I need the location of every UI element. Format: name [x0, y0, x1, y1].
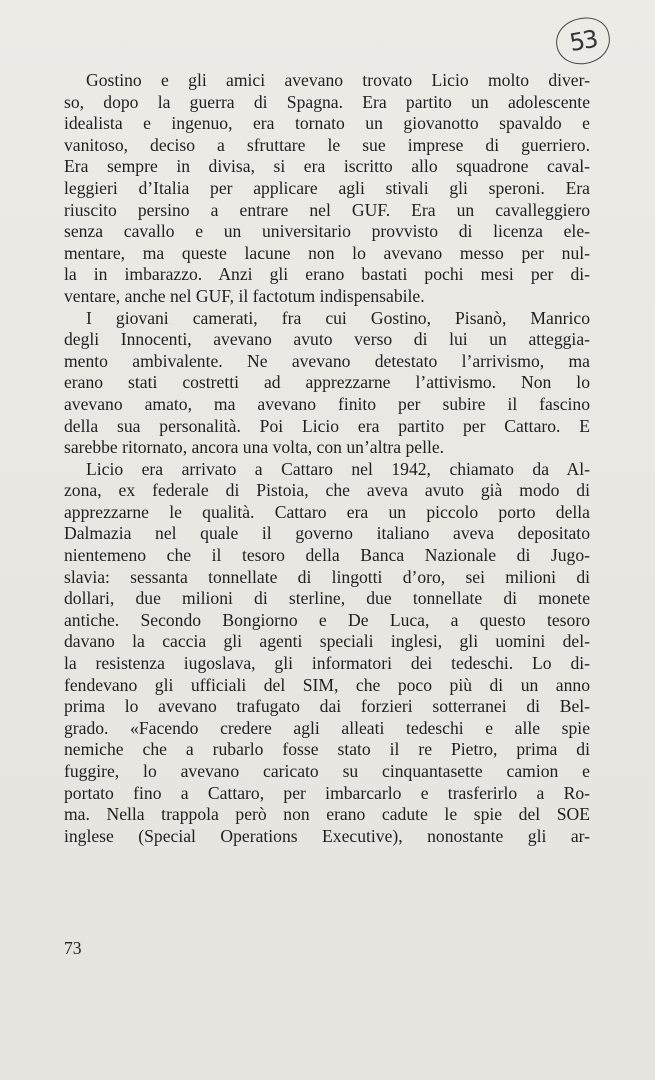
handwritten-page-note: 53 — [552, 14, 613, 69]
text-line: Dalmazia nel quale il governo italiano aveva depositato — [64, 523, 590, 544]
text-line: grado. «Facendo credere agli alleati tedeschi e alle spie — [64, 717, 590, 738]
text-line: fendevano gli ufficiali del SIM, che poco più di un anno — [64, 674, 590, 695]
text-line: degli Innocenti, avevano avuto verso di lui un atteggia- — [64, 329, 590, 350]
text-line: della sua personalità. Poi Licio era partito per Cattaro. E — [64, 415, 590, 436]
text-line: apprezzarne le qualità. Cattaro era un piccolo porto della — [64, 501, 590, 522]
text-line: mento ambivalente. Ne avevano detestato l’arrivismo, ma — [64, 350, 590, 371]
text-line: prima lo avevano trafugato dai forzieri sotterranei di Bel- — [64, 696, 590, 717]
text-line: idealista e ingenuo, era tornato un giovanotto spavaldo e — [64, 113, 590, 134]
text-line: ma. Nella trappola però non erano cadute le spie del SOE — [64, 804, 590, 825]
text-line: davano la caccia gli agenti speciali inglesi, gli uomini del- — [64, 631, 590, 652]
text-line: portato fino a Cattaro, per imbarcarlo e trasferirlo a Ro- — [64, 782, 590, 803]
text-line: antiche. Secondo Bongiorno e De Luca, a questo tesoro — [64, 609, 590, 630]
text-line: Gostino e gli amici avevano trovato Licio molto diver- — [86, 70, 590, 90]
text-line: vanitoso, deciso a sfruttare le sue imprese di guerriero. — [64, 134, 590, 155]
text-line: I giovani camerati, fra cui Gostino, Pisanò, Manrico — [86, 307, 590, 328]
text-line: so, dopo la guerra di Spagna. Era partito un adolescente — [64, 91, 590, 112]
text-line: la in imbarazzo. Anzi gli erano bastati pochi mesi per di- — [64, 264, 590, 285]
text-line: ventare, anche nel GUF, il factotum indispensabile. — [64, 285, 425, 306]
body-text — [64, 70, 590, 847]
text-line: leggieri d’Italia per applicare agli stivali gli speroni. Era — [64, 177, 590, 198]
text-line: riuscito persino a entrare nel GUF. Era un cavalleggiero — [64, 199, 590, 220]
text-line: erano stati costretti ad apprezzarne l’attivismo. Non lo — [64, 372, 590, 393]
text-line: Licio era arrivato a Cattaro nel 1942, chiamato da Al- — [86, 458, 590, 479]
text-line: nientemeno che il tesoro della Banca Nazionale di Jugo- — [64, 545, 590, 566]
text-line: nemiche che a rubarlo fosse stato il re Pietro, prima di — [64, 739, 590, 760]
text-line: Era sempre in divisa, si era iscritto allo squadrone caval- — [64, 156, 590, 177]
text-line: fuggire, lo avevano caricato su cinquantasette camion e — [64, 761, 590, 781]
text-line: sarebbe ritornato, ancora una volta, con un’altra pelle. — [64, 437, 445, 458]
text-line: la resistenza iugoslava, gli informatori dei tedeschi. Lo di- — [64, 653, 590, 674]
text-line: zona, ex federale di Pistoia, che aveva avuto già modo di — [64, 480, 590, 501]
text-line: senza cavallo e un universitario provvisto di licenza ele- — [64, 221, 590, 242]
text-line: mentare, ma queste lacune non lo avevano messo per nul- — [64, 242, 590, 263]
text-line: dollari, due milioni di sterline, due tonnellate di monete — [64, 588, 590, 609]
text-line: slavia: sessanta tonnellate di lingotti d’oro, sei milioni di — [64, 566, 590, 587]
text-line: inglese (Special Operations Executive), nonostante gli ar- — [64, 825, 590, 846]
page-number: 73 — [64, 938, 82, 958]
text-line: avevano amato, ma avevano finito per subire il fascino — [64, 393, 590, 414]
